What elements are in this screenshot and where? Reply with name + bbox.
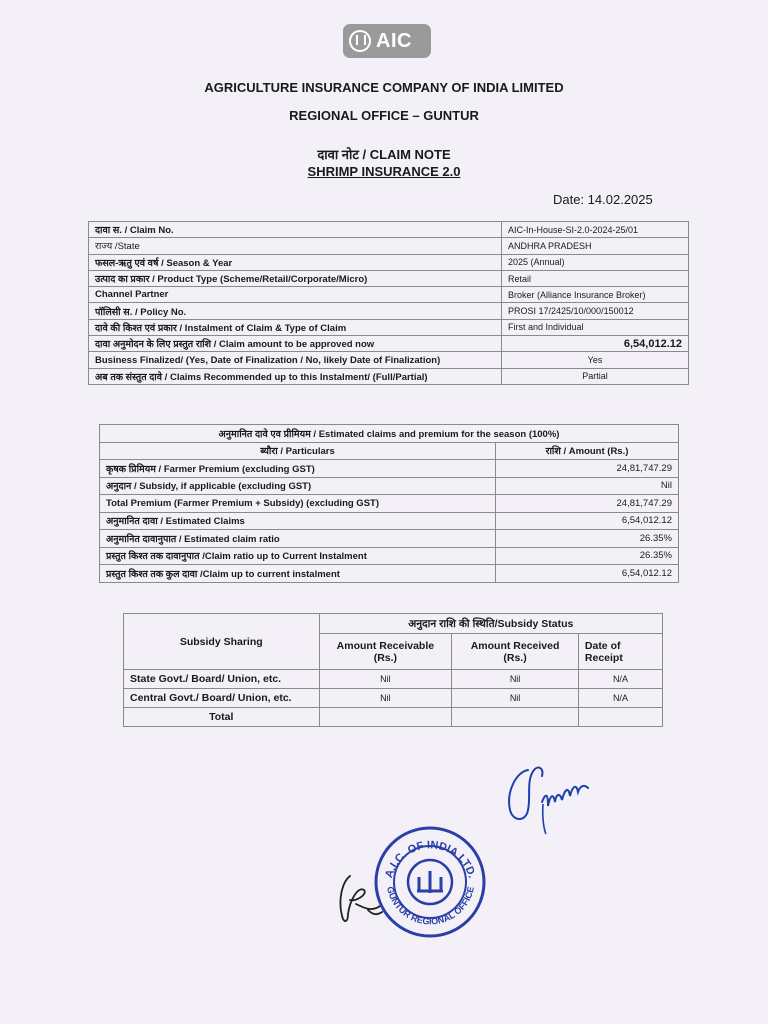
row-label: प्रस्तुत किश्त तक कुल दावा /Claim up to current instalment (100, 565, 496, 583)
row-label: राज्य /State (89, 238, 502, 254)
table-row (89, 254, 689, 270)
row-value: 26.35% (496, 530, 679, 548)
table-row (100, 460, 679, 478)
table-row (100, 547, 679, 565)
table-row (124, 708, 663, 727)
table-row (89, 287, 689, 303)
table-row (124, 689, 663, 708)
row-label: प्रस्तुत किश्त तक दावानुपात /Claim ratio up to Current Instalment (100, 547, 496, 565)
office-seal (373, 825, 488, 940)
row-value: Retail (502, 270, 689, 286)
aic-logo (343, 24, 431, 58)
table-row (100, 477, 679, 495)
row-label: दावा अनुमोदन के लिए प्रस्तुत राशि / Claim amount to be approved now (89, 336, 502, 352)
row-value: 24,81,747.29 (496, 495, 679, 513)
row-value: Yes (502, 352, 689, 368)
row-label: अब तक संस्तुत दावे / Claims Recommended up to this Instalment/ (Full/Partial) (89, 368, 502, 384)
table-row (89, 368, 689, 384)
logo-text: AIC (376, 29, 412, 52)
row-receivable: Nil (319, 689, 452, 708)
signature-blue (498, 762, 608, 837)
row-value: 26.35% (496, 547, 679, 565)
row-label: दावा स. / Claim No. (89, 222, 502, 238)
row-label: अनुमानित दावा / Estimated Claims (100, 512, 496, 530)
seal-top-text: A.I.C. OF INDIA LTD. (383, 839, 478, 880)
row-value: Nil (496, 477, 679, 495)
table-row (89, 270, 689, 286)
row-received: Nil (452, 689, 579, 708)
subsidy-status-title: अनुदान राशि की स्थिति/Subsidy Status (319, 614, 662, 634)
row-value: First and Individual (502, 319, 689, 335)
wheat-emblem-icon (349, 30, 371, 52)
row-date: N/A (578, 689, 662, 708)
row-label: फसल-ऋतु एवं वर्ष / Season & Year (89, 254, 502, 270)
table-row (89, 303, 689, 319)
table-row (89, 336, 689, 352)
seal-bottom-text: GUNTUR REGIONAL OFFICE (384, 885, 476, 927)
table-row (124, 670, 663, 689)
table-row (89, 238, 689, 254)
regional-office: REGIONAL OFFICE – GUNTUR (289, 108, 479, 123)
row-value: ANDHRA PRADESH (502, 238, 689, 254)
row-value: 2025 (Annual) (502, 254, 689, 270)
row-label: उत्पाद का प्रकार / Product Type (Scheme/Retail/Corporate/Micro) (89, 270, 502, 286)
claim-details-table (88, 221, 689, 385)
row-label: अनुदान / Subsidy, if applicable (excluding GST) (100, 477, 496, 495)
row-value: 6,54,012.12 (496, 512, 679, 530)
scheme-name: SHRIMP INSURANCE 2.0 (307, 164, 461, 179)
col-subsidy-sharing: Subsidy Sharing (124, 614, 320, 670)
col-amount-received: Amount Received (Rs.) (452, 634, 579, 670)
row-label: अनुमानित दावानुपात / Estimated claim ratio (100, 530, 496, 548)
table-row (89, 319, 689, 335)
company-name: AGRICULTURE INSURANCE COMPANY OF INDIA LIMITED (204, 80, 564, 95)
row-label: कृषक प्रिमियम / Farmer Premium (excluding GST) (100, 460, 496, 478)
table-row (100, 565, 679, 583)
table-title-row (124, 614, 663, 634)
col-amount-receivable: Amount Receivable (Rs.) (319, 634, 452, 670)
estimates-table (99, 424, 679, 583)
row-label: Business Finalized/ (Yes, Date of Finalization / No, likely Date of Finalization) (89, 352, 502, 368)
table-header-row (100, 442, 679, 460)
row-label: Total (124, 708, 320, 727)
document-date: Date: 14.02.2025 (553, 192, 653, 207)
subsidy-table (123, 613, 663, 727)
row-label: पॉलिसी स. / Policy No. (89, 303, 502, 319)
row-label: Central Govt./ Board/ Union, etc. (124, 689, 320, 708)
col-particulars: ब्यौरा / Particulars (100, 442, 496, 460)
row-label: Total Premium (Farmer Premium + Subsidy) (excluding GST) (100, 495, 496, 513)
col-amount: राशि / Amount (Rs.) (496, 442, 679, 460)
estimates-title: अनुमानित दावे एव प्रीमियम / Estimated claims and premium for the season (100%) (100, 425, 679, 443)
row-label: State Govt./ Board/ Union, etc. (124, 670, 320, 689)
row-label: दावे की किश्त एवं प्रकार / Instalment of Claim & Type of Claim (89, 319, 502, 335)
row-value: Broker (Alliance Insurance Broker) (502, 287, 689, 303)
row-date: N/A (578, 670, 662, 689)
row-value: PROSI 17/2425/10/000/150012 (502, 303, 689, 319)
row-value: AIC-In-House-SI-2.0-2024-25/01 (502, 222, 689, 238)
row-value: 24,81,747.29 (496, 460, 679, 478)
row-receivable: Nil (319, 670, 452, 689)
document-title: दावा नोट / CLAIM NOTE (317, 147, 451, 162)
table-row (100, 512, 679, 530)
table-row (100, 530, 679, 548)
col-date-of-receipt: Date of Receipt (578, 634, 662, 670)
row-label: Channel Partner (89, 287, 502, 303)
table-row (89, 352, 689, 368)
row-date (578, 708, 662, 727)
table-row (100, 495, 679, 513)
row-value: 6,54,012.12 (496, 565, 679, 583)
table-title-row (100, 425, 679, 443)
row-received (452, 708, 579, 727)
claim-amount-value: 6,54,012.12 (502, 336, 689, 352)
row-receivable (319, 708, 452, 727)
row-received: Nil (452, 670, 579, 689)
row-value: Partial (502, 368, 689, 384)
table-row (89, 222, 689, 238)
